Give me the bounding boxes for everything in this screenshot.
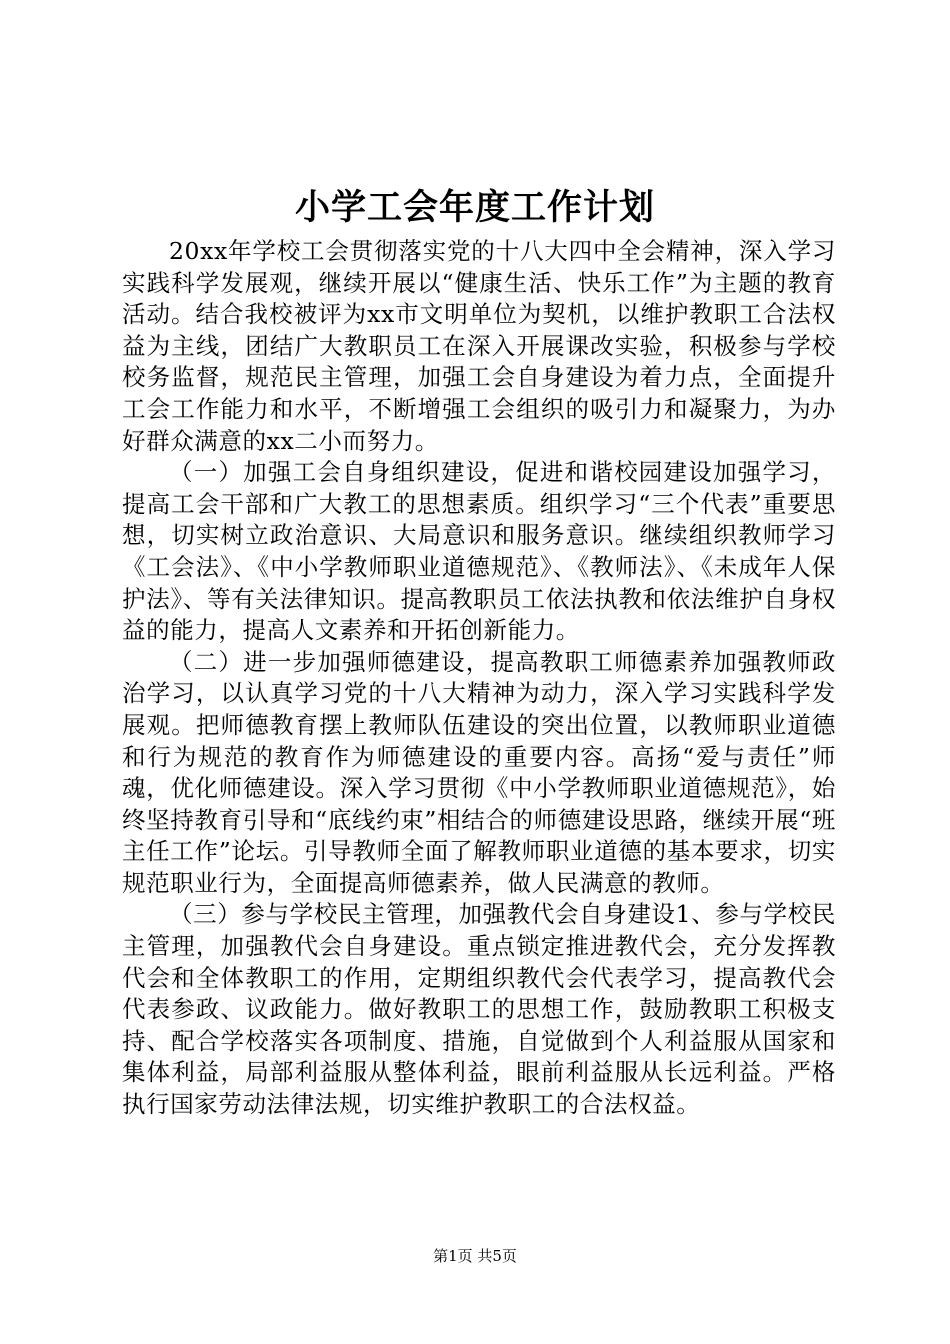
paragraph-section-2: （二）进一步加强师德建设，提高教职工师德素养加强教师政治学习，以认真学习党的十八大精神为动力，深入学习实践科学发展观。把师德教育摆上教师队伍建设的突出位置，以教师职业道德和行为规范的教育作为师德建设的重要内容。高扬“爱与责任”师魂，优化师德建设。深入学习贯彻《中小学教师职业道德规范》，始终坚持教育引导和“底线约束”相结合的师德建设思路，继续开展“班主任工作”论坛。引导教师全面了解教师职业道德的基本要求，切实规范职业行为，全面提高师德素养，做人民满意的教师。 (122, 647, 836, 897)
paragraph-section-3: （三）参与学校民主管理，加强教代会自身建设1、参与学校民主管理，加强教代会自身建设。重点锁定推进教代会，充分发挥教代会和全体教职工的作用，定期组织教代会代表学习，提高教代会代表参政、议政能力。做好教职工的思想工作，鼓励教职工积极支持、配合学校落实各项制度、措施，自觉做到个人利益服从国家和集体利益，局部利益服从整体利益，眼前利益服从长远利益。严格执行国家劳动法律法规，切实维护教职工的合法权益。 (122, 900, 836, 1119)
page-number-footer: 第1页 共5页 (433, 1247, 517, 1265)
paragraph-section-1: （一）加强工会自身组织建设，促进和谐校园建设加强学习，提高工会干部和广大教工的思想素质。组织学习“三个代表”重要思想，切实树立政治意识、大局意识和服务意识。继续组织教师学习《工会法》、《中小学教师职业道德规范》、《教师法》、《未成年人保护法》、等有关法律知识。提高教职员工依法执教和依法维护自身权益的能力，提高人文素养和开拓创新能力。 (122, 458, 836, 645)
paragraph-intro: 20xx年学校工会贯彻落实党的十八大四中全会精神，深入学习实践科学发展观，继续开展以“健康生活、快乐工作”为主题的教育活动。结合我校被评为xx市文明单位为契机，以维护教职工合法权益为主线，团结广大教职员工在深入开展课改实验，积极参与学校校务监督，规范民主管理，加强工会自身建设为着力点，全面提升工会工作能力和水平，不断增强工会组织的吸引力和凝聚力，为办好群众满意的xx二小而努力。 (122, 237, 836, 455)
document-title: 小学工会年度工作计划 (294, 187, 655, 228)
document-body (122, 236, 836, 1121)
